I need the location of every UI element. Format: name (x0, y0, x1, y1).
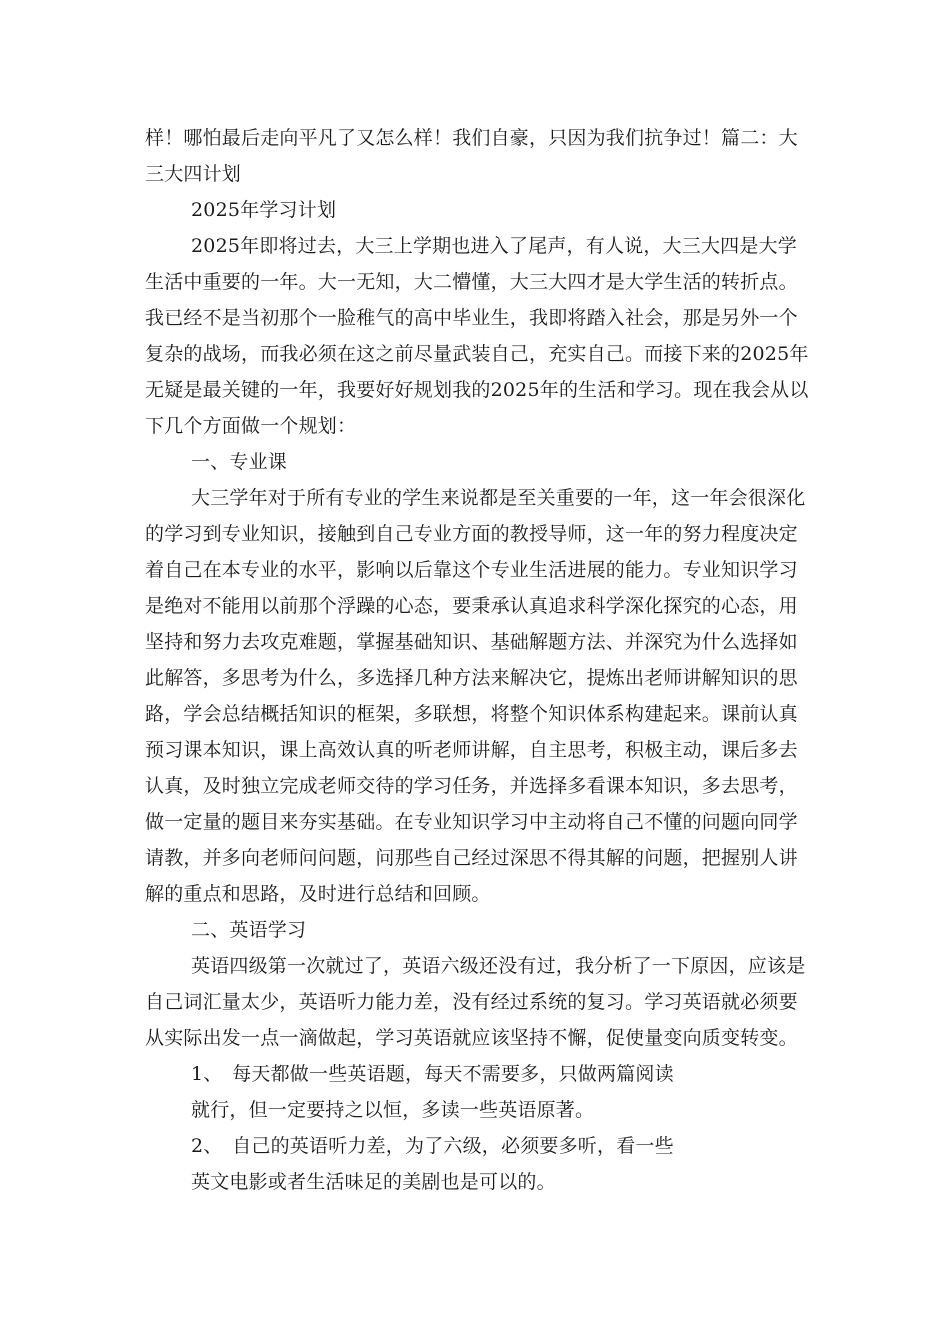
body-text-line: 从实际出发一点一滴做起，学习英语就应该坚持不懈，促使量变向质变转变。 (145, 1027, 798, 1049)
body-text-line: 路，学会总结概括知识的框架，多联想，将整个知识体系构建起来。课前认真 (145, 703, 798, 725)
section-heading: 一、专业课 (191, 451, 288, 473)
list-item: 2、 自己的英语听力差，为了六级，必须要多听，看一些 (191, 1135, 674, 1157)
body-text-line: 做一定量的题目来夯实基础。在专业知识学习中主动将自己不懂的问题向同学 (145, 811, 798, 833)
body-text-line: 自己词汇量太少，英语听力能力差，没有经过系统的复习。学习英语就必须要 (145, 991, 798, 1013)
body-text-line: 样！哪怕最后走向平凡了又怎么样！我们自豪，只因为我们抗争过！篇二：大 (145, 127, 798, 149)
section-title: 2025年学习计划 (191, 199, 337, 221)
body-text-line: 三大四计划 (145, 163, 242, 185)
body-text-line: 的学习到专业知识，接触到自己专业方面的教授导师，这一年的努力程度决定 (145, 523, 798, 545)
list-item: 1、 每天都做一些英语题，每天不需要多，只做两篇阅读 (191, 1063, 674, 1085)
body-text-line: 无疑是最关键的一年，我要好好规划我的2025年的生活和学习。现在我会从以 (145, 379, 809, 401)
body-text-line: 此解答，多思考为什么，多选择几种方法来解决它，提炼出老师讲解知识的思 (145, 667, 798, 689)
body-text-line: 2025年即将过去，大三上学期也进入了尾声，有人说，大三大四是大学 (191, 235, 797, 257)
body-text-line: 坚持和努力去攻克难题，掌握基础知识、基础解题方法、并深究为什么选择如 (145, 631, 798, 653)
list-item-continuation: 就行，但一定要持之以恒，多读一些英语原著。 (191, 1099, 595, 1121)
body-text-line: 着自己在本专业的水平，影响以后靠这个专业生活进展的能力。专业知识学习 (145, 559, 798, 581)
body-text-line: 复杂的战场，而我必须在这之前尽量武装自己，充实自己。而接下来的2025年 (145, 343, 809, 365)
body-text-line: 预习课本知识，课上高效认真的听老师讲解，自主思考，积极主动，课后多去 (145, 739, 798, 761)
body-text-line: 请教，并多向老师问问题，问那些自己经过深思不得其解的问题，把握别人讲 (145, 847, 798, 869)
body-text-line: 英语四级第一次就过了，英语六级还没有过，我分析了一下原因，应该是 (191, 955, 806, 977)
body-text-line: 解的重点和思路，及时进行总结和回顾。 (145, 883, 491, 905)
body-text-line: 大三学年对于所有专业的学生来说都是至关重要的一年，这一年会很深化 (191, 487, 806, 509)
body-text-line: 是绝对不能用以前那个浮躁的心态，要秉承认真追求科学深化探究的心态，用 (145, 595, 798, 617)
list-item-continuation: 英文电影或者生活味足的美剧也是可以的。 (191, 1171, 556, 1193)
body-text-line: 认真，及时独立完成老师交待的学习任务，并选择多看课本知识，多去思考， (145, 775, 798, 797)
body-text-line: 下几个方面做一个规划： (145, 415, 357, 437)
body-text-line: 我已经不是当初那个一脸稚气的高中毕业生，我即将踏入社会，那是另外一个 (145, 307, 798, 329)
body-text-line: 生活中重要的一年。大一无知，大二懵懂，大三大四才是大学生活的转折点。 (145, 271, 798, 293)
section-heading: 二、英语学习 (191, 919, 307, 941)
